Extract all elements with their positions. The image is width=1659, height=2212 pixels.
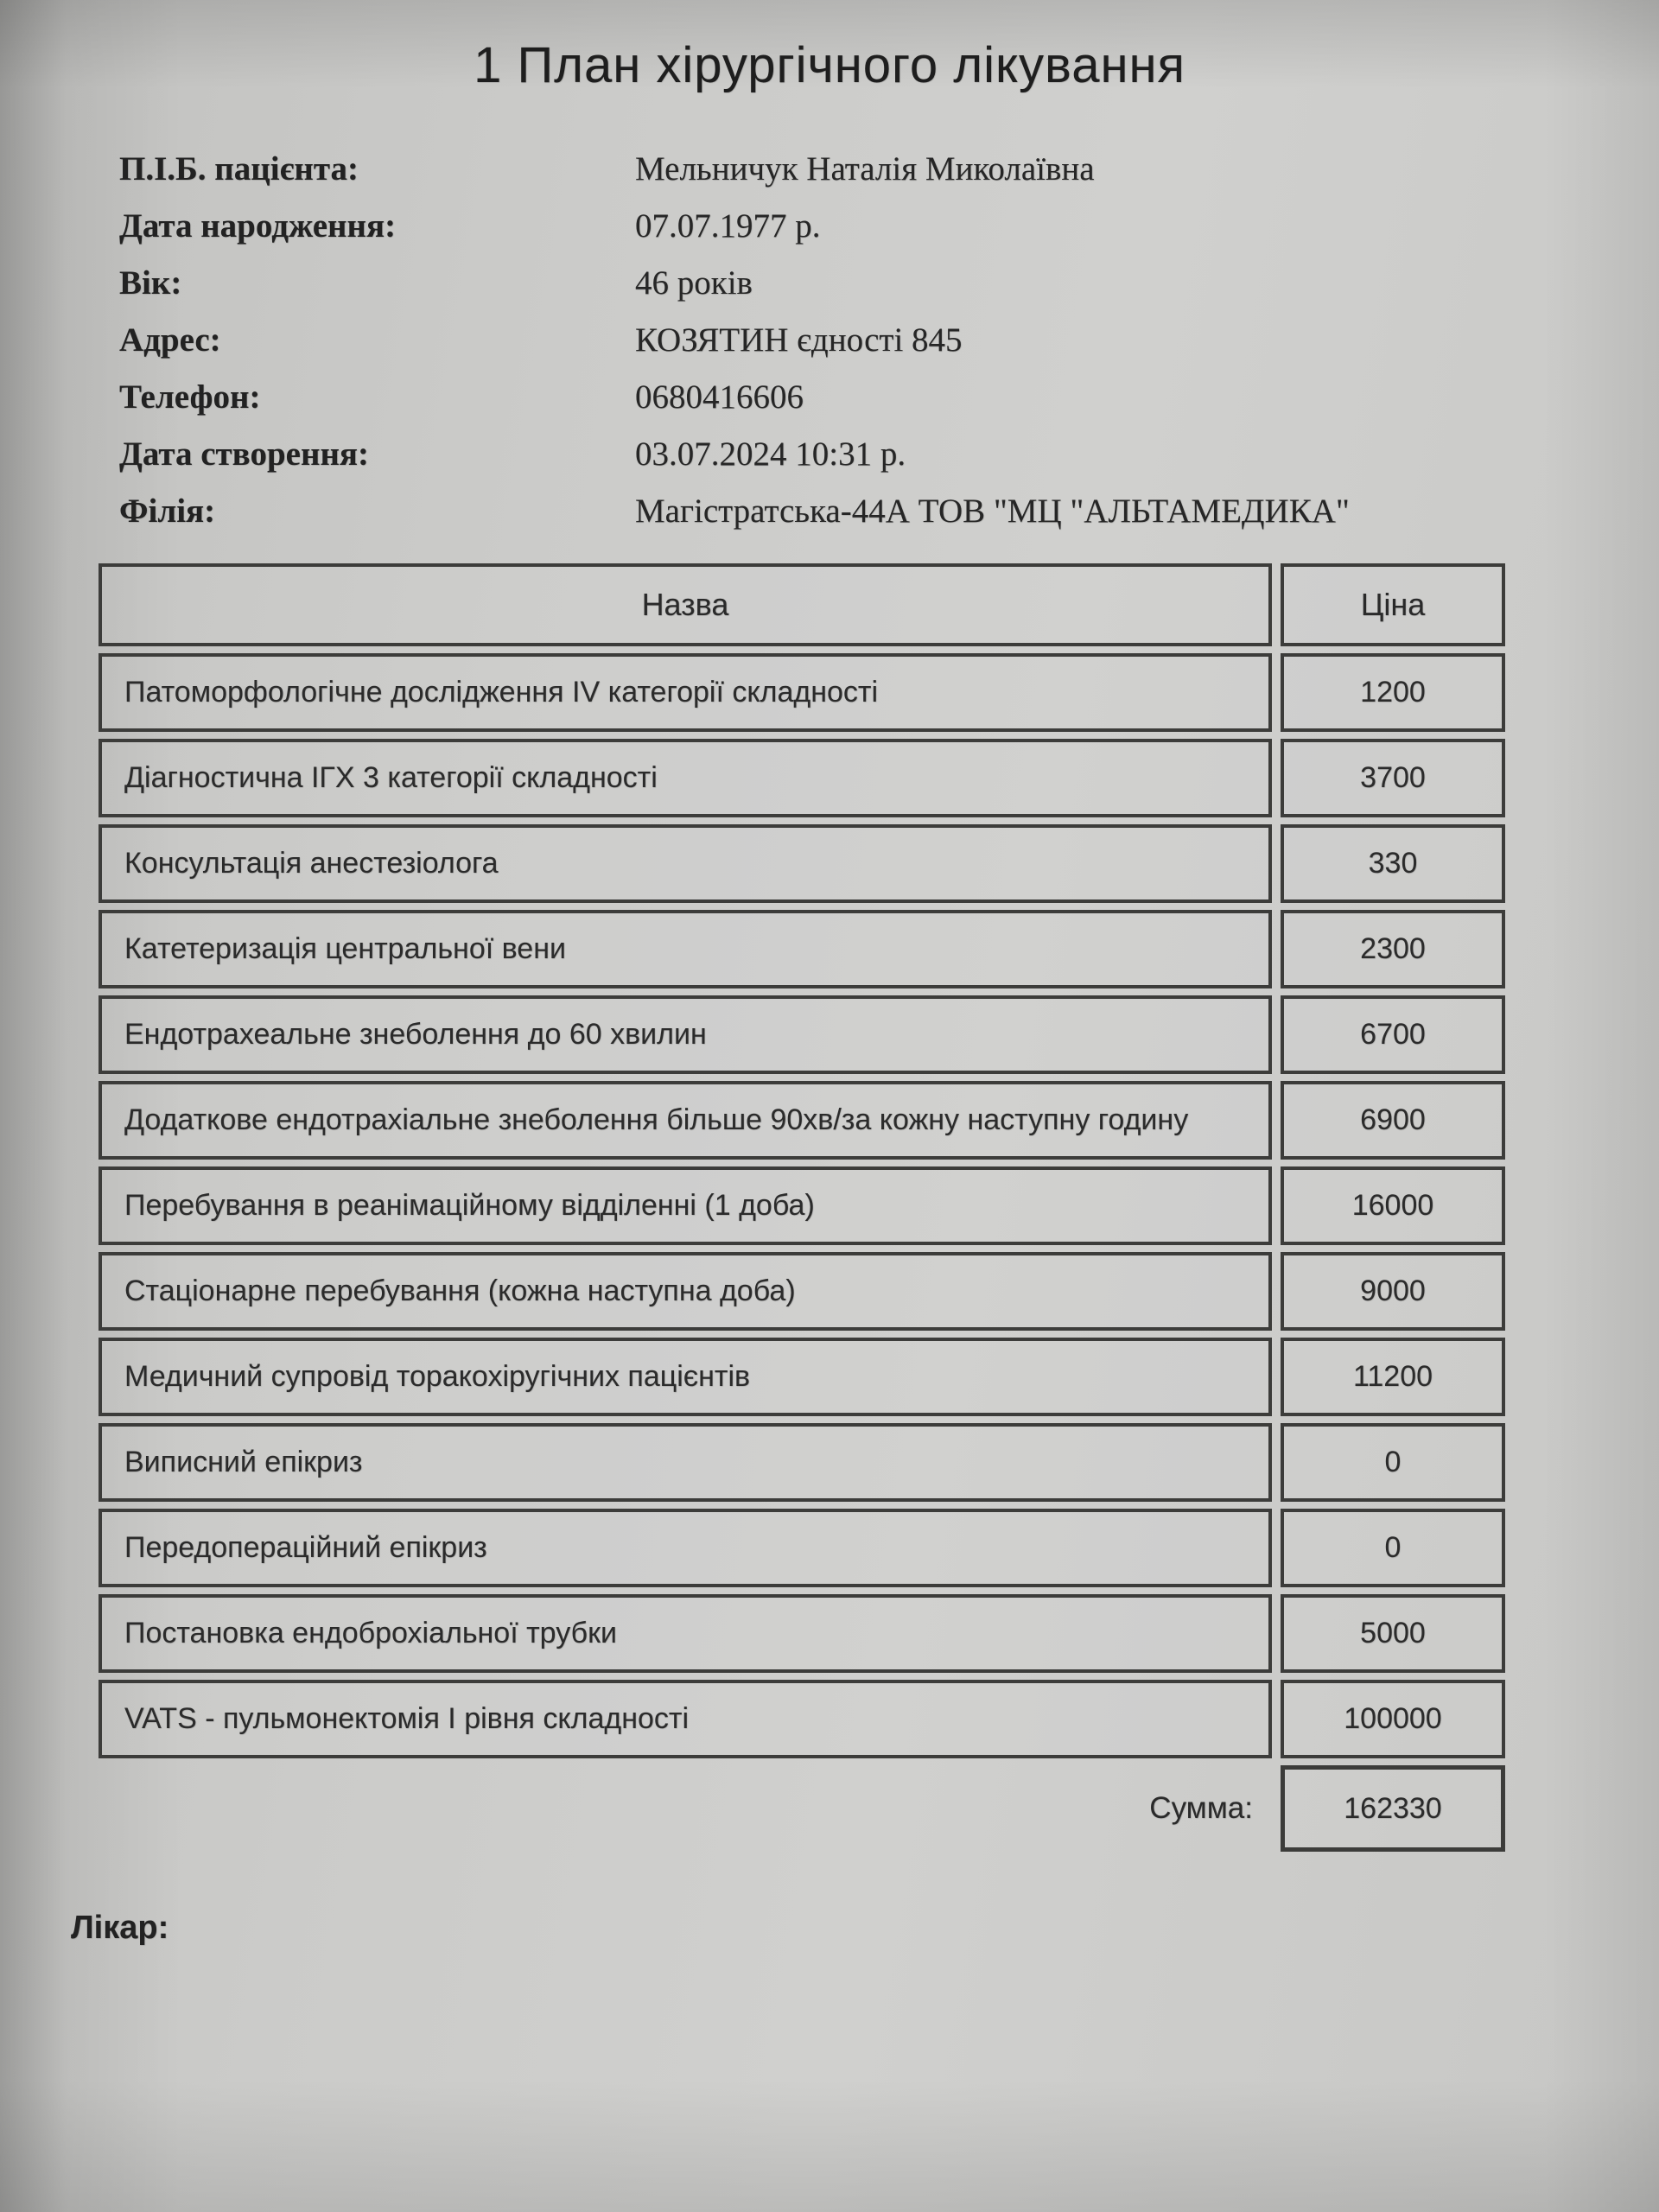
info-field-label: Адрес: xyxy=(119,321,221,359)
service-price-cell: 9000 xyxy=(1281,1252,1505,1331)
info-field-label: Телефон: xyxy=(119,378,261,416)
info-field-value: 07.07.1977 р. xyxy=(635,207,821,245)
total-value: 162330 xyxy=(1281,1765,1505,1852)
info-field-label: Дата створення: xyxy=(119,435,369,473)
table-row xyxy=(99,1680,1505,1758)
table-row xyxy=(99,1166,1505,1245)
info-field-value: КОЗЯТИН єдності 845 xyxy=(635,321,963,359)
service-name-cell: Консультація анестезіолога xyxy=(99,824,1272,903)
info-field-value: 46 років xyxy=(635,264,753,302)
table-row xyxy=(99,1594,1505,1673)
service-name-cell: Патоморфологічне дослідження IV категорії складності xyxy=(99,653,1272,732)
info-field-value: Магістратська-44А ТОВ "МЦ "АЛЬТАМЕДИКА" xyxy=(635,492,1350,530)
table-row xyxy=(99,1338,1505,1416)
service-price-cell: 16000 xyxy=(1281,1166,1505,1245)
info-field-row xyxy=(119,197,1590,254)
doctor-label: Лікар: xyxy=(71,1910,169,1946)
table-row xyxy=(99,1252,1505,1331)
patient-info-block xyxy=(119,140,1590,539)
info-field-label: Дата народження: xyxy=(119,207,397,245)
service-name-cell: Ендотрахеальне знеболення до 60 хвилин xyxy=(99,995,1272,1074)
info-field-row xyxy=(119,311,1590,368)
service-price-cell: 3700 xyxy=(1281,739,1505,817)
column-header-name: Назва xyxy=(99,563,1272,646)
table-row xyxy=(99,739,1505,817)
service-name-cell: Катетеризація центральної вени xyxy=(99,910,1272,988)
service-name-cell: Діагностична ІГХ 3 категорії складності xyxy=(99,739,1272,817)
info-field-label: П.І.Б. пацієнта: xyxy=(119,149,359,188)
table-body xyxy=(99,653,1505,1758)
column-header-price: Ціна xyxy=(1281,563,1505,646)
info-field-row xyxy=(119,368,1590,425)
info-field-row xyxy=(119,140,1590,197)
table-row xyxy=(99,824,1505,903)
service-name-cell: Додаткове ендотрахіальне знеболення більше 90хв/за кожну наступну годину xyxy=(99,1081,1272,1160)
info-field-value: 03.07.2024 10:31 р. xyxy=(635,435,906,473)
info-field-row xyxy=(119,482,1590,539)
info-field-row xyxy=(119,425,1590,482)
services-price-table xyxy=(99,563,1505,1852)
table-row xyxy=(99,653,1505,732)
info-field-label: Філія: xyxy=(119,492,216,530)
info-field-value: 0680416606 xyxy=(635,378,804,416)
info-field-value: Мельничук Наталія Миколаївна xyxy=(635,149,1095,188)
service-name-cell: Постановка ендоброхіальної трубки xyxy=(99,1594,1272,1673)
service-price-cell: 330 xyxy=(1281,824,1505,903)
info-field-row xyxy=(119,254,1590,311)
service-price-cell: 11200 xyxy=(1281,1338,1505,1416)
service-name-cell: VATS - пульмонектомія І рівня складності xyxy=(99,1680,1272,1758)
info-field-label: Вік: xyxy=(119,264,182,302)
table-row xyxy=(99,910,1505,988)
service-price-cell: 0 xyxy=(1281,1423,1505,1502)
total-row xyxy=(99,1765,1505,1852)
service-price-cell: 6700 xyxy=(1281,995,1505,1074)
service-price-cell: 100000 xyxy=(1281,1680,1505,1758)
service-price-cell: 2300 xyxy=(1281,910,1505,988)
table-row xyxy=(99,1423,1505,1502)
page-title: 1 План хірургічного лікування xyxy=(474,37,1185,93)
service-price-cell: 6900 xyxy=(1281,1081,1505,1160)
total-label: Сумма: xyxy=(1149,1791,1253,1825)
service-price-cell: 0 xyxy=(1281,1509,1505,1587)
service-price-cell: 5000 xyxy=(1281,1594,1505,1673)
service-price-cell: 1200 xyxy=(1281,653,1505,732)
service-name-cell: Стаціонарне перебування (кожна наступна доба) xyxy=(99,1252,1272,1331)
service-name-cell: Перебування в реанімаційному відділенні (1 доба) xyxy=(99,1166,1272,1245)
service-name-cell: Передопераційний епікриз xyxy=(99,1509,1272,1587)
service-name-cell: Виписний епікриз xyxy=(99,1423,1272,1502)
table-row xyxy=(99,995,1505,1074)
service-name-cell: Медичний супровід торакохіругічних пацієнтів xyxy=(99,1338,1272,1416)
table-row xyxy=(99,1081,1505,1160)
table-row xyxy=(99,1509,1505,1587)
table-header-row xyxy=(99,563,1505,646)
